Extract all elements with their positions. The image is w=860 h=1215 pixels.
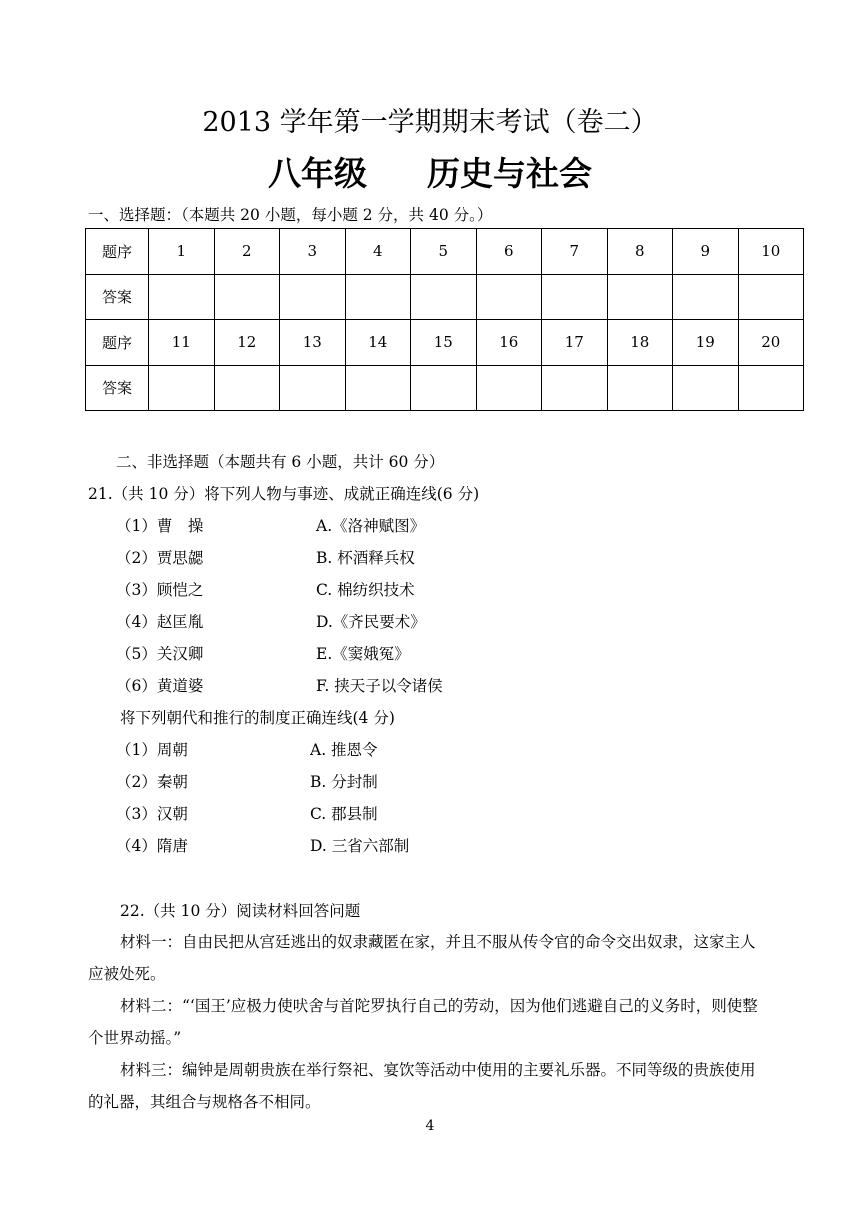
material-1: 材料一：自由民把从宫廷逃出的奴隶藏匿在家，并且不服从传令官的命令交出奴隶，这家主人应被处死。	[88, 933, 756, 983]
question-number: 3	[280, 229, 346, 275]
list-item: （2）贾思勰	[116, 549, 204, 567]
answer-cell[interactable]	[411, 274, 477, 320]
list-item: （4）隋唐	[116, 837, 188, 855]
list-item: D. 三省六部制	[310, 837, 410, 855]
question-number: 20	[738, 320, 804, 366]
table-row	[86, 274, 804, 320]
answer-cell[interactable]	[738, 365, 804, 411]
list-item: （2）秦朝	[116, 773, 188, 791]
list-item: E.《窦娥冤》	[316, 645, 410, 663]
answer-cell[interactable]	[345, 365, 411, 411]
subject-label: 历史与社会	[427, 154, 592, 193]
answer-cell[interactable]	[738, 274, 804, 320]
table-row	[86, 320, 804, 366]
answer-cell[interactable]	[542, 274, 608, 320]
question-number: 16	[476, 320, 542, 366]
list-item: D.《齐民要术》	[316, 613, 426, 631]
list-item: F. 挟天子以令诸侯	[316, 677, 443, 695]
answer-cell[interactable]	[280, 365, 346, 411]
answer-cell[interactable]	[542, 365, 608, 411]
question-number: 12	[214, 320, 280, 366]
material-3: 材料三：编钟是周朝贵族在举行祭祀、宴饮等活动中使用的主要礼乐器。不同等级的贵族使用的礼器，其组合与规格各不相同。	[88, 1061, 756, 1111]
answer-cell[interactable]	[607, 274, 673, 320]
answer-cell[interactable]	[673, 365, 739, 411]
exam-subtitle	[0, 148, 860, 195]
table-row	[86, 229, 804, 275]
question-number: 10	[738, 229, 804, 275]
question-number: 18	[607, 320, 673, 366]
question-number: 17	[542, 320, 608, 366]
question-number: 7	[542, 229, 608, 275]
list-item: （6）黄道婆	[116, 677, 204, 695]
question-number: 15	[411, 320, 477, 366]
answer-table	[85, 228, 804, 411]
answer-cell[interactable]	[476, 274, 542, 320]
list-item: A.《洛神赋图》	[316, 517, 426, 535]
answer-cell[interactable]	[280, 274, 346, 320]
answer-cell[interactable]	[149, 274, 215, 320]
question-number: 13	[280, 320, 346, 366]
q21-subtitle: 将下列朝代和推行的制度正确连线(4 分)	[120, 709, 395, 727]
answer-cell[interactable]	[411, 365, 477, 411]
list-item: （1）曹 操	[116, 517, 204, 535]
grade-label: 八年级	[268, 154, 367, 193]
list-item: （3）汉朝	[116, 805, 188, 823]
answer-cell[interactable]	[476, 365, 542, 411]
section2-heading: 二、非选择题（本题共有 6 小题，共计 60 分）	[116, 453, 445, 471]
answer-cell[interactable]	[673, 274, 739, 320]
list-item: C. 郡县制	[310, 805, 378, 823]
q21-title: 21.（共 10 分）将下列人物与事迹、成就正确连线(6 分)	[88, 485, 480, 503]
list-item: （4）赵匡胤	[116, 613, 204, 631]
answer-cell[interactable]	[149, 365, 215, 411]
list-item: （1）周朝	[116, 741, 188, 759]
question-number: 6	[476, 229, 542, 275]
list-item: B. 杯酒释兵权	[316, 549, 415, 567]
exam-title: 2013 学年第一学期期末考试（卷二）	[202, 107, 658, 138]
question-number: 2	[214, 229, 280, 275]
list-item: A. 推恩令	[310, 741, 378, 759]
question-number: 19	[673, 320, 739, 366]
list-item: （3）顾恺之	[116, 581, 204, 599]
answer-cell[interactable]	[214, 365, 280, 411]
q22-title: 22.（共 10 分）阅读材料回答问题	[120, 902, 361, 920]
question-number: 4	[345, 229, 411, 275]
question-number: 5	[411, 229, 477, 275]
question-number: 11	[149, 320, 215, 366]
question-number: 1	[149, 229, 215, 275]
row-label: 题序	[86, 320, 149, 366]
page-number: 4	[425, 1118, 435, 1134]
table-row	[86, 365, 804, 411]
material-2: 材料二：“‘国王’应极力使吠舍与首陀罗执行自己的劳动，因为他们逃避自己的义务时，则使整个世界动摇。”	[88, 997, 758, 1047]
answer-cell[interactable]	[345, 274, 411, 320]
question-number: 9	[673, 229, 739, 275]
question-number: 8	[607, 229, 673, 275]
answer-cell[interactable]	[607, 365, 673, 411]
list-item: C. 棉纺织技术	[316, 581, 415, 599]
row-label: 题序	[86, 229, 149, 275]
answer-cell[interactable]	[214, 274, 280, 320]
question-number: 14	[345, 320, 411, 366]
list-item: （5）关汉卿	[116, 645, 204, 663]
section1-heading: 一、选择题：（本题共 20 小题，每小题 2 分，共 40 分。）	[88, 206, 493, 224]
answer-label: 答案	[86, 365, 149, 411]
list-item: B. 分封制	[310, 773, 378, 791]
answer-label: 答案	[86, 274, 149, 320]
